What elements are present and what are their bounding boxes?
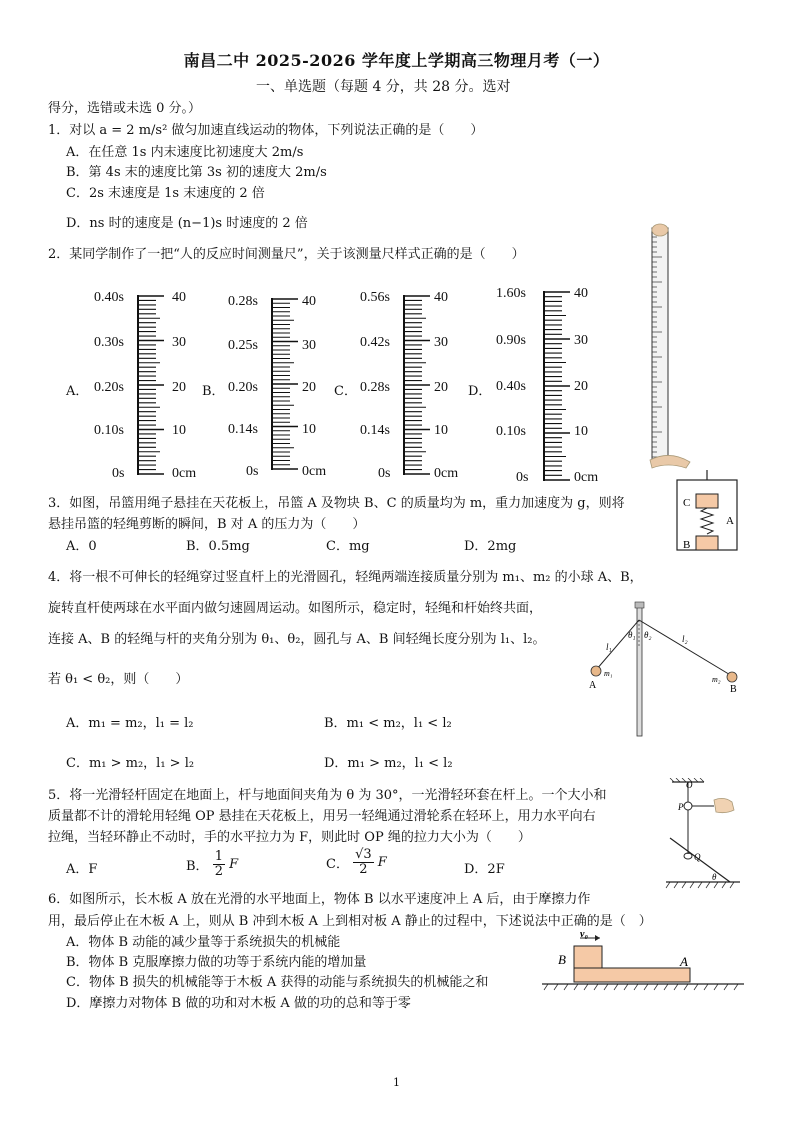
q3-fig-label-a: A: [726, 515, 734, 527]
q6-stem-line1: 6．如图所示，长木板 A 放在光滑的水平地面上，物体 B 以水平速度冲上 A 后，由于摩擦力作: [48, 892, 591, 907]
q1-option-b: B．第 4s 末的速度比第 3s 初的速度大 2m/s: [66, 165, 327, 180]
q5-fig-label-q: Q: [694, 852, 701, 862]
q3-fig-label-b: B: [683, 539, 691, 551]
q4-fig-m2: m₂: [712, 675, 721, 684]
q2-ruler-d-cm: 10: [574, 424, 588, 439]
q6-option-d: D．摩擦力对物体 B 做的功和对木板 A 做的功的总和等于零: [66, 996, 411, 1011]
q3-fig-label-c: C: [683, 497, 691, 509]
q5-option-c-numerator: √3: [355, 847, 372, 862]
q2-ruler-b-cm: 0cm: [302, 464, 327, 479]
q2-ruler-d-time: 0s: [516, 470, 529, 485]
q2-ruler-b-time: 0s: [246, 464, 259, 479]
q2-ruler-c-time: 0.42s: [360, 335, 390, 350]
q5-option-b-denominator: 2: [214, 864, 223, 879]
q2-ruler-d-label: D．: [468, 384, 492, 399]
q2-ruler-a: [134, 295, 166, 475]
q5-option-c-denominator: 2: [359, 862, 368, 877]
q2-ruler-a-cm: 40: [172, 290, 186, 305]
q2-ruler-c-cm: 40: [434, 290, 448, 305]
q2-ruler-b-time: 0.25s: [228, 338, 258, 353]
q5-stem-line3: 拉绳，当轻环静止不动时，手的水平拉力为 F，则此时 OP 绳的拉力大小为（ ）: [48, 830, 531, 845]
q3-figure: [672, 470, 742, 552]
q4-option-d: D．m₁ > m₂，l₁ < l₂: [324, 756, 453, 771]
section-heading: 一、单选题（每题 4 分，共 28 分。选对: [256, 79, 511, 95]
q2-ruler-d-cm: 0cm: [574, 470, 599, 485]
q2-ruler-c-cm: 30: [434, 335, 448, 350]
q4-option-a: A．m₁ = m₂，l₁ = l₂: [66, 716, 194, 731]
q6-stem-line2: 用，最后停止在木板 A 上，则从 B 冲到木板 A 上到相对板 A 静止的过程中，下述说法中正确的是（ ）: [48, 914, 652, 929]
q2-ruler-c-time: 0.56s: [360, 290, 390, 305]
q4-option-b: B．m₁ < m₂，l₁ < l₂: [324, 716, 452, 731]
q4-fig-l2: l₂: [682, 634, 688, 644]
q2-ruler-a-label: A．: [66, 384, 89, 399]
q5-option-b: [186, 850, 238, 879]
q4-fig-label-a: A: [589, 680, 597, 691]
q2-ruler-c-time: 0s: [378, 466, 391, 481]
q4-stem-line2: 旋转直杆使两球在水平面内做匀速圆周运动。如图所示，稳定时，轻绳和杆始终共面，: [48, 601, 543, 616]
q2-ruler-c-time: 0.28s: [360, 380, 390, 395]
q5-option-b-numerator: 1: [214, 849, 223, 864]
q4-fig-theta2: θ₂: [644, 630, 652, 640]
q5-stem-line2: 质量都不计的滑轮用轻绳 OP 悬挂在天花板上，用另一轻绳通过滑轮系在轻环上，用力水平向右: [48, 809, 596, 824]
q5-option-b-suffix: F: [229, 857, 239, 872]
q5-option-a: A．F: [66, 862, 98, 877]
q2-ruler-b-time: 0.20s: [228, 380, 258, 395]
ruler-ticks: [272, 298, 298, 470]
q1-option-c: C．2s 末速度是 1s 末速度的 2 倍: [66, 186, 265, 201]
q3-option-a: A．0: [66, 539, 97, 554]
q2-ruler-c-cm: 20: [434, 380, 448, 395]
q6-figure: [540, 928, 746, 994]
section-heading-cont: 得分，选错或未选 0 分。）: [48, 101, 202, 116]
q2-ruler-b: [268, 298, 300, 470]
q6-option-c: C．物体 B 损失的机械能等于木板 A 获得的动能与系统损失的机械能之和: [66, 975, 489, 990]
q2-ruler-d-time: 0.10s: [496, 424, 526, 439]
q2-ruler-c-cm: 0cm: [434, 466, 459, 481]
q2-ruler-a-time: 0.30s: [94, 335, 124, 350]
q5-option-c-suffix: F: [377, 855, 387, 870]
q2-ruler-a-time: 0.40s: [94, 290, 124, 305]
q2-ruler-a-cm: 30: [172, 335, 186, 350]
page-number: 1: [393, 1076, 400, 1089]
q4-fig-label-b: B: [730, 684, 737, 695]
q2-ruler-b-time: 0.28s: [228, 294, 258, 309]
q1-stem: 1．对以 a = 2 m/s² 做匀加速直线运动的物体，下列说法正确的是（ ）: [48, 123, 484, 138]
q5-figure: [660, 778, 744, 890]
q2-ruler-a-cm: 0cm: [172, 466, 197, 481]
q3-option-c: C．mg: [326, 539, 370, 554]
q1-option-a: A．在任意 1s 内末速度比初速度大 2m/s: [66, 145, 304, 160]
q2-ruler-c-label: C．: [334, 384, 357, 399]
q2-ruler-d-time: 0.40s: [496, 379, 526, 394]
q4-fig-theta1: θ₁: [628, 630, 636, 640]
q4-stem-line4: 若 θ₁ < θ₂，则（ ）: [48, 672, 189, 687]
q5-option-b-prefix: B．: [186, 859, 209, 874]
q3-stem-line2: 悬挂吊篮的轻绳剪断的瞬间，B 对 A 的压力为（ ）: [48, 517, 366, 532]
q5-option-c: [326, 848, 387, 877]
q2-ruler-b-time: 0.14s: [228, 422, 258, 437]
ruler-ticks: [544, 291, 570, 481]
q4-fig-m1: m₁: [604, 669, 613, 678]
q4-stem-line1: 4．将一根不可伸长的轻绳穿过竖直杆上的光滑圆孔，轻绳两端连接质量分别为 m₁、m₂ 的小球 A、B，: [48, 570, 643, 585]
q2-ruler-c-time: 0.14s: [360, 423, 390, 438]
q4-figure: [586, 598, 744, 738]
ruler-ticks: [138, 295, 164, 475]
q5-option-d: D．2F: [464, 862, 505, 877]
q2-ruler-b-label: B．: [202, 384, 225, 399]
q5-fig-label-p: P: [678, 802, 684, 812]
q2-ruler-d-time: 0.90s: [496, 333, 526, 348]
q2-ruler-c-cm: 10: [434, 423, 448, 438]
q2-ruler-b-cm: 10: [302, 422, 316, 437]
q5-fig-theta: θ: [712, 872, 717, 882]
ruler-ticks: [404, 295, 430, 475]
q2-ruler-a-time: 0s: [112, 466, 125, 481]
q1-option-d: D．ns 时的速度是 (n−1)s 时速度的 2 倍: [66, 216, 308, 231]
q4-option-c: C．m₁ > m₂，l₁ > l₂: [66, 756, 195, 771]
q2-ruler-a-cm: 20: [172, 380, 186, 395]
q5-option-c-prefix: C．: [326, 857, 349, 872]
page-title: 南昌二中 2025-2026 学年度上学期高三物理月考（一）: [183, 51, 610, 70]
q2-stem: 2．某同学制作了一把“人的反应时间测量尺”，关于该测量尺样式正确的是（ ）: [48, 247, 525, 262]
q2-ruler-a-time: 0.20s: [94, 380, 124, 395]
q2-ruler-a-cm: 10: [172, 423, 186, 438]
q2-ruler-d-time: 1.60s: [496, 286, 526, 301]
q2-ruler-photo: [640, 222, 710, 470]
q5-stem-line1: 5．将一光滑轻杆固定在地面上，杆与地面间夹角为 θ 为 30°，一光滑轻环套在杆上。一个大小和: [48, 788, 607, 803]
q2-ruler-b-cm: 30: [302, 338, 316, 353]
q3-option-b: B．0.5mg: [186, 539, 250, 554]
q6-fig-v0: v₀: [580, 929, 588, 940]
q3-stem-line1: 3．如图，吊篮用绳子悬挂在天花板上，吊篮 A 及物块 B、C 的质量均为 m，重力加速度为 g，则将: [48, 496, 625, 511]
q6-fig-label-b: B: [558, 952, 566, 967]
q3-option-d: D．2mg: [464, 539, 517, 554]
q2-ruler-d: [540, 291, 572, 481]
q2-ruler-d-cm: 20: [574, 379, 588, 394]
q5-fig-label-o: O: [686, 780, 693, 790]
q2-ruler-a-time: 0.10s: [94, 423, 124, 438]
q2-ruler-b-cm: 40: [302, 294, 316, 309]
q4-stem-line3: 连接 A、B 的轻绳与杆的夹角分别为 θ₁、θ₂，圆孔与 A、B 间轻绳长度分别为 l₁、l₂。: [48, 632, 546, 647]
q6-option-a: A．物体 B 动能的减少量等于系统损失的机械能: [66, 935, 341, 950]
q6-fig-label-a: A: [680, 954, 688, 969]
q2-ruler-c: [400, 295, 432, 475]
q2-ruler-b-cm: 20: [302, 380, 316, 395]
q2-ruler-d-cm: 40: [574, 286, 588, 301]
q4-fig-l1: l₁: [606, 642, 612, 652]
q2-ruler-d-cm: 30: [574, 333, 588, 348]
q6-option-b: B．物体 B 克服摩擦力做的功等于系统内能的增加量: [66, 955, 367, 970]
